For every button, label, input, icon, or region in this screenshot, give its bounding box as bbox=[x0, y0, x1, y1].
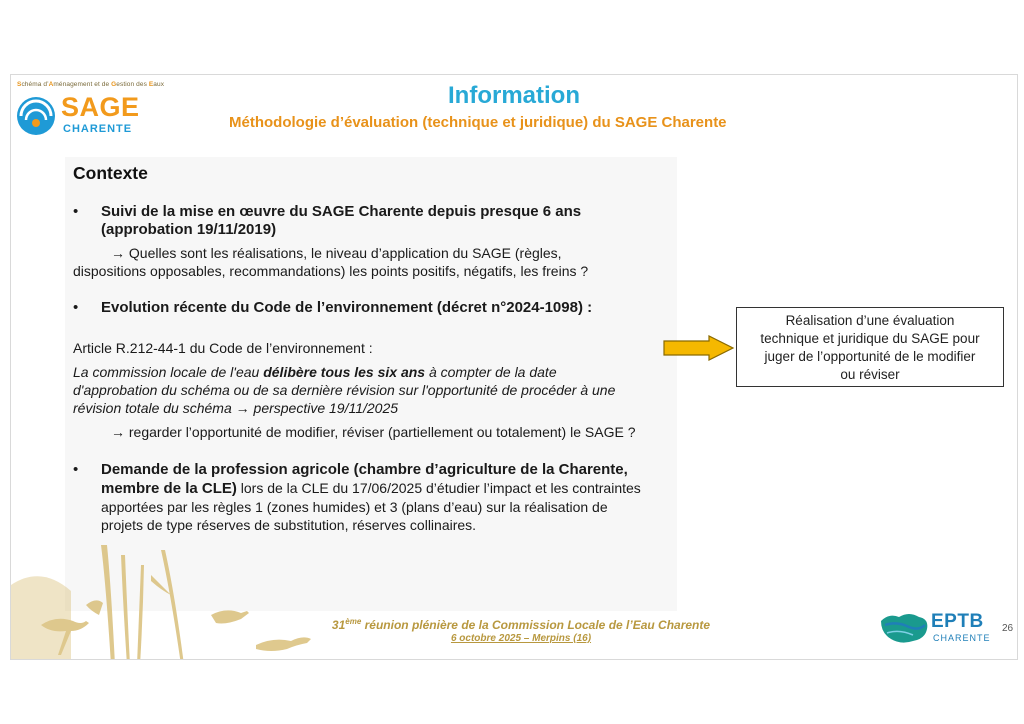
bullet-2-text: Evolution récente du Code de l’environnement (décret n°2024-1098) : bbox=[101, 299, 593, 316]
bullet-2-sub: → regarder l’opportunité de modifier, réviser (partiellement ou totalement) le SAGE ? bbox=[111, 424, 636, 440]
content-panel bbox=[65, 157, 677, 611]
bullet-1-sub-line2: dispositions opposables, recommandations) les points positifs, négatifs, les freins ? bbox=[73, 263, 589, 279]
quote-line1: La commission locale de l'eau délibère tous les six ans à compter de la date bbox=[73, 364, 557, 380]
bullet-3-text: Demande de la profession agricole (chambre d’agriculture de la Charente, membre de la CLE) lors de la CLE du 17/06/2025 d’étudier l’impact et les contraintes apportées par les règles 1 (zones humides) et 3 (plans d’eau) sur la réalisation de projets de type réserves de substitution, réserves collinaires. bbox=[101, 461, 641, 533]
arrow-right-icon bbox=[663, 335, 735, 361]
org-name: EPTB bbox=[931, 611, 984, 632]
org-region: CHARENTE bbox=[933, 633, 991, 643]
bullet-dot: • bbox=[73, 461, 79, 478]
page-number: 26 bbox=[1002, 623, 1014, 634]
logo-region: CHARENTE bbox=[63, 123, 133, 135]
quote-line3: révision totale du schéma → perspective 19/11/2025 bbox=[73, 400, 399, 416]
quote-line2: d'approbation du schéma ou de sa dernière révision sur l'opportunité de procéder à une bbox=[73, 382, 616, 398]
bullet-dot: • bbox=[73, 203, 79, 220]
bullet-1-text: Suivi de la mise en œuvre du SAGE Charente depuis presque 6 ans (approbation 19/11/2019) bbox=[101, 203, 582, 238]
logo-tagline: Schéma d’Aménagement et de Gestion des Eaux bbox=[17, 81, 165, 88]
page-subtitle: Méthodologie d’évaluation (technique et juridique) du SAGE Charente bbox=[229, 114, 727, 131]
slide bbox=[10, 74, 1018, 660]
page-title: Information bbox=[448, 82, 580, 109]
evaluation-callout-box: Réalisation d’une évaluation technique et juridique du SAGE pour juger de l’opportunité de le modifier ou réviser bbox=[736, 307, 1004, 387]
eptb-logo bbox=[879, 611, 999, 651]
article-ref: Article R.212-44-1 du Code de l’environnement : bbox=[73, 340, 373, 356]
bullet-1-sub-line1: → Quelles sont les réalisations, le niveau d’application du SAGE (règles, bbox=[111, 245, 562, 261]
logo-name: SAGE bbox=[61, 92, 140, 122]
charente-map-icon bbox=[879, 611, 931, 645]
meeting-title: 31ème réunion plénière de la Commission Locale de l’Eau Charente bbox=[331, 617, 711, 632]
wetland-birds-illustration bbox=[11, 545, 341, 660]
section-heading: Contexte bbox=[73, 163, 148, 183]
bullet-dot: • bbox=[73, 299, 79, 316]
meeting-date: 6 octobre 2025 – Merpins (16) bbox=[450, 633, 592, 644]
